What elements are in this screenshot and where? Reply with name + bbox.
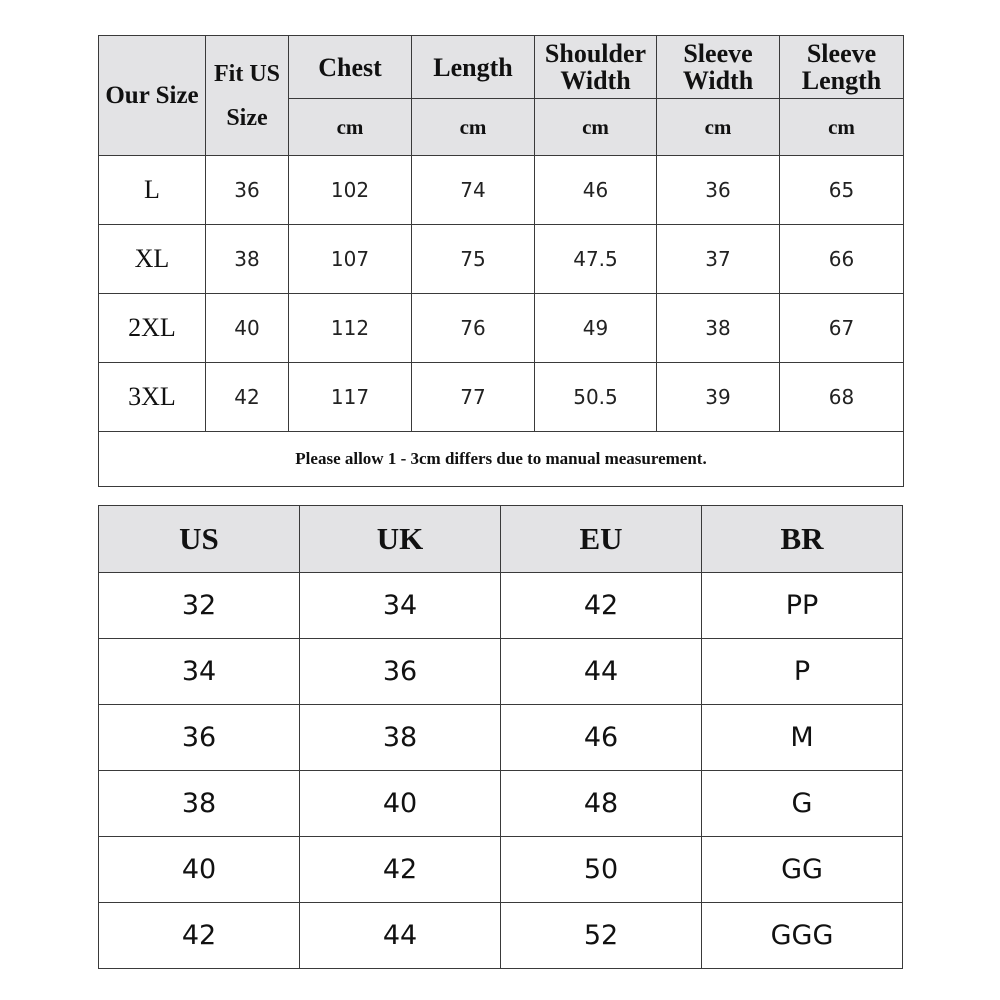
conversion-row xyxy=(99,771,903,837)
header-sleeve-length-line1: Sleeve xyxy=(806,39,877,68)
eu-value: 44 xyxy=(501,639,702,705)
fit-us-value: 42 xyxy=(206,363,289,432)
header-fit-us-line2: Size xyxy=(226,104,268,131)
header-shoulder-line2: Width xyxy=(560,66,631,95)
header-our-size: Our Size xyxy=(99,36,206,156)
sleeve-length-value: 65 xyxy=(780,156,904,225)
shoulder-value: 47.5 xyxy=(535,225,657,294)
length-value: 77 xyxy=(412,363,535,432)
sleeve-width-value: 36 xyxy=(657,156,780,225)
length-value: 75 xyxy=(412,225,535,294)
size-conversion-table xyxy=(98,505,903,969)
size-label: 2XL xyxy=(99,294,206,363)
br-value: M xyxy=(702,705,903,771)
unit-chest: cm xyxy=(289,99,412,156)
uk-value: 44 xyxy=(300,903,501,969)
header-sleeve-width-line1: Sleeve xyxy=(683,39,753,68)
unit-shoulder-width: cm xyxy=(535,99,657,156)
sleeve-width-value: 37 xyxy=(657,225,780,294)
uk-value: 38 xyxy=(300,705,501,771)
unit-sleeve-length: cm xyxy=(780,99,904,156)
conversion-row xyxy=(99,639,903,705)
us-value: 38 xyxy=(99,771,300,837)
shoulder-value: 49 xyxy=(535,294,657,363)
size-row xyxy=(99,225,904,294)
eu-value: 46 xyxy=(501,705,702,771)
chest-value: 112 xyxy=(289,294,412,363)
size-row xyxy=(99,294,904,363)
header-sleeve-length-line2: Length xyxy=(801,66,882,95)
us-value: 34 xyxy=(99,639,300,705)
header-fit-us-size xyxy=(206,36,289,156)
header-eu: EU xyxy=(501,506,702,573)
eu-value: 48 xyxy=(501,771,702,837)
br-value: P xyxy=(702,639,903,705)
sleeve-length-value: 68 xyxy=(780,363,904,432)
size-label: XL xyxy=(99,225,206,294)
br-value: GG xyxy=(702,837,903,903)
header-br: BR xyxy=(702,506,903,573)
size-label: 3XL xyxy=(99,363,206,432)
conversion-row xyxy=(99,705,903,771)
chest-value: 107 xyxy=(289,225,412,294)
size-chart-table xyxy=(98,35,904,487)
size-label: L xyxy=(99,156,206,225)
sleeve-length-value: 67 xyxy=(780,294,904,363)
header-fit-us-line1: Fit US xyxy=(214,60,280,87)
uk-value: 34 xyxy=(300,573,501,639)
uk-value: 40 xyxy=(300,771,501,837)
conversion-row xyxy=(99,837,903,903)
uk-value: 36 xyxy=(300,639,501,705)
header-uk: UK xyxy=(300,506,501,573)
fit-us-value: 38 xyxy=(206,225,289,294)
sleeve-width-value: 38 xyxy=(657,294,780,363)
uk-value: 42 xyxy=(300,837,501,903)
header-shoulder-line1: Shoulder xyxy=(544,39,647,68)
header-sleeve-width-line2: Width xyxy=(682,66,754,95)
eu-value: 42 xyxy=(501,573,702,639)
br-value: G xyxy=(702,771,903,837)
us-value: 32 xyxy=(99,573,300,639)
sleeve-width-value: 39 xyxy=(657,363,780,432)
eu-value: 52 xyxy=(501,903,702,969)
length-value: 76 xyxy=(412,294,535,363)
fit-us-value: 40 xyxy=(206,294,289,363)
header-chest: Chest xyxy=(289,36,412,99)
eu-value: 50 xyxy=(501,837,702,903)
header-us: US xyxy=(99,506,300,573)
shoulder-value: 46 xyxy=(535,156,657,225)
chest-value: 117 xyxy=(289,363,412,432)
shoulder-value: 50.5 xyxy=(535,363,657,432)
unit-length: cm xyxy=(412,99,535,156)
measurement-note: Please allow 1 - 3cm differs due to manual measurement. xyxy=(99,432,904,487)
header-sleeve-length xyxy=(780,36,904,99)
header-length: Length xyxy=(412,36,535,99)
us-value: 42 xyxy=(99,903,300,969)
unit-sleeve-width: cm xyxy=(657,99,780,156)
us-value: 40 xyxy=(99,837,300,903)
chest-value: 102 xyxy=(289,156,412,225)
conversion-row xyxy=(99,573,903,639)
br-value: GGG xyxy=(702,903,903,969)
header-shoulder-width xyxy=(535,36,657,99)
br-value: PP xyxy=(702,573,903,639)
size-row xyxy=(99,363,904,432)
fit-us-value: 36 xyxy=(206,156,289,225)
length-value: 74 xyxy=(412,156,535,225)
header-sleeve-width xyxy=(657,36,780,99)
size-row xyxy=(99,156,904,225)
sleeve-length-value: 66 xyxy=(780,225,904,294)
us-value: 36 xyxy=(99,705,300,771)
conversion-row xyxy=(99,903,903,969)
